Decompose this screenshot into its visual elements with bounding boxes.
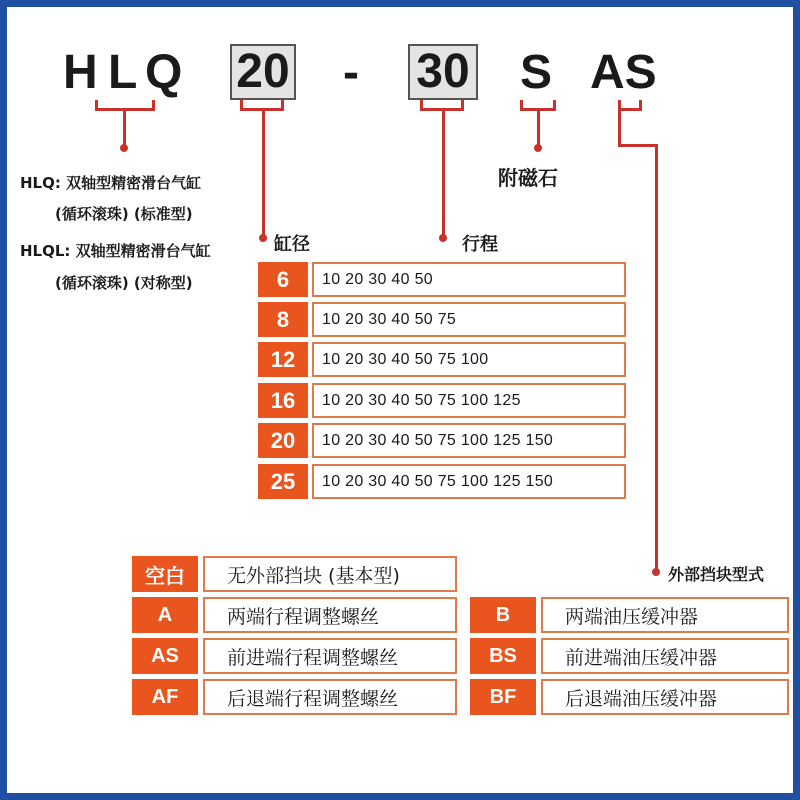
stopper-bracket-right — [639, 100, 642, 110]
stroke-leader-dot — [439, 234, 447, 242]
magnet-label: 附磁石 — [498, 166, 558, 190]
stopper-code-a: A — [132, 597, 198, 633]
hlq-desc-line1: HLQ: 双轴型精密滑台气缸 — [20, 174, 202, 192]
hlq-leader-dot — [120, 144, 128, 152]
bore-cell-8: 8 — [258, 302, 308, 337]
stroke-list-20: 10 20 30 40 50 75 100 125 150 — [312, 423, 626, 458]
stopper-code-af: AF — [132, 679, 198, 715]
hlq-leader — [123, 108, 126, 146]
stopper-code: AS — [590, 46, 657, 99]
bore-cell-16: 16 — [258, 383, 308, 418]
bore-label: 缸径 — [274, 234, 310, 255]
code-dash: - — [343, 46, 359, 99]
stopper-desc-bf: 后退端油压缓冲器 — [541, 679, 789, 715]
stroke-label: 行程 — [462, 234, 498, 255]
stopper-desc-blank: 无外部挡块 (基本型) — [203, 556, 457, 592]
stopper-leader-dot — [652, 568, 660, 576]
stroke-list-25: 10 20 30 40 50 75 100 125 150 — [312, 464, 626, 499]
stroke-leader — [442, 108, 445, 236]
stroke-code: 30 — [416, 45, 470, 98]
magnet-code: S — [520, 46, 553, 99]
magnet-leader-dot — [534, 144, 542, 152]
stopper-code-b: B — [470, 597, 536, 633]
stroke-list-12: 10 20 30 40 50 75 100 — [312, 342, 626, 377]
stroke-code-box — [408, 44, 478, 100]
stroke-list-6: 10 20 30 40 50 — [312, 262, 626, 297]
bore-leader — [262, 108, 265, 236]
code-prefix-l: L — [108, 46, 138, 99]
stopper-desc-b: 两端油压缓冲器 — [541, 597, 789, 633]
bore-leader-dot — [259, 234, 267, 242]
stopper-desc-a: 两端行程调整螺丝 — [203, 597, 457, 633]
magnet-bracket-right — [553, 100, 556, 110]
stopper-leader-c — [655, 144, 658, 572]
code-prefix-h: H — [63, 46, 98, 99]
stopper-desc-bs: 前进端油压缓冲器 — [541, 638, 789, 674]
hlql-desc-line2: (循环滚珠) (对称型) — [55, 274, 193, 292]
stroke-bracket-right — [461, 100, 464, 110]
stopper-code-as: AS — [132, 638, 198, 674]
stopper-desc-af: 后退端行程调整螺丝 — [203, 679, 457, 715]
stopper-code-bf: BF — [470, 679, 536, 715]
stopper-code-bs: BS — [470, 638, 536, 674]
bore-bracket-right — [281, 100, 284, 110]
stopper-leader-a — [618, 108, 621, 146]
stopper-leader-b — [618, 144, 658, 147]
stopper-code-blank: 空白 — [132, 556, 198, 592]
stopper-desc-as: 前进端行程调整螺丝 — [203, 638, 457, 674]
bore-cell-25: 25 — [258, 464, 308, 499]
bore-cell-12: 12 — [258, 342, 308, 377]
hlq-desc-line2: (循环滚珠) (标准型) — [55, 205, 193, 223]
stroke-list-16: 10 20 30 40 50 75 100 125 — [312, 383, 626, 418]
bore-cell-20: 20 — [258, 423, 308, 458]
stopper-type-label: 外部挡块型式 — [668, 565, 765, 584]
magnet-leader — [537, 108, 540, 146]
bore-cell-6: 6 — [258, 262, 308, 297]
hlql-desc-line1: HLQL: 双轴型精密滑台气缸 — [20, 242, 211, 260]
hlq-bracket-right — [152, 100, 155, 110]
bore-code: 20 — [236, 45, 290, 98]
stroke-list-8: 10 20 30 40 50 75 — [312, 302, 626, 337]
bore-code-box — [230, 44, 296, 100]
code-prefix-q: Q — [145, 46, 183, 99]
